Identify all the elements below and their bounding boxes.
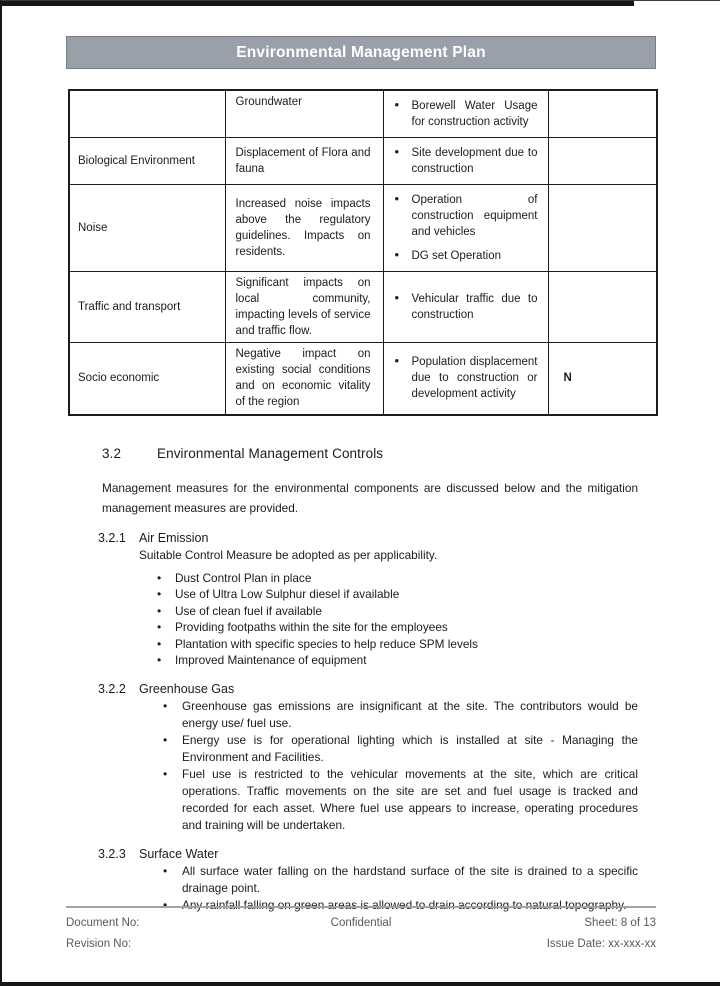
list-item: • Fuel use is restricted to the vehicular movements at the site, which are critical operations. Traffic movements on the site are set and fuel usage is tracked and recorded for each asset. Where fuel use appears to increase, operating procedures and training will be undertaken. — [160, 766, 638, 834]
list-item: • Improved Maintenance of equipment — [155, 652, 638, 669]
section-title: Environmental Management Controls — [157, 445, 384, 461]
footer-sheet-number: Sheet: 8 of 13 — [584, 917, 657, 929]
section-heading-3-2-3 — [98, 847, 638, 861]
footer-confidential: Confidential — [330, 917, 392, 929]
list-item: • Use of clean fuel if available — [155, 603, 638, 620]
cause-bullet: • Site development due to construction — [384, 145, 538, 177]
cause-bullet: • Vehicular traffic due to construction — [384, 291, 538, 323]
table-row-groundwater — [69, 90, 657, 138]
document-title: Environmental Management Plan — [236, 43, 486, 61]
note-cell — [548, 90, 657, 138]
cause-bullet: • Population displacement due to construction or development activity — [384, 354, 538, 402]
list-item: • Any rainfall falling on green areas is allowed to drain according to natural topography. — [160, 897, 638, 914]
impact-cell: Negative impact on existing social conditions and on economic vitality of the region — [225, 343, 383, 415]
cause-cell — [383, 90, 548, 138]
component-cell: Socio economic — [69, 343, 225, 415]
cause-bullet: • Borewell Water Usage for construction activity — [384, 98, 538, 130]
document-header-banner — [66, 36, 656, 69]
footer-issue-date: Issue Date: xx-xxx-xx — [546, 938, 657, 950]
cause-cell — [383, 272, 548, 343]
section-number: 3.2 — [102, 445, 122, 461]
cause-cell — [383, 185, 548, 272]
section-title: Air Emission — [139, 530, 209, 545]
page-footer — [66, 906, 656, 955]
environmental-impact-table — [68, 89, 658, 416]
note-cell — [548, 138, 657, 185]
note-cell — [548, 272, 657, 343]
list-item: • All surface water falling on the hardstand surface of the site is drained to a specific drainage point. — [160, 863, 638, 897]
section-number: 3.2.2 — [98, 681, 126, 696]
list-item: • Dust Control Plan in place — [155, 570, 638, 587]
section-heading-3-2 — [102, 446, 638, 461]
footer-revision-no: Revision No: — [66, 938, 132, 950]
footer-left — [66, 913, 263, 955]
impact-cell: Increased noise impacts above the regulatory guidelines. Impacts on residents. — [225, 185, 383, 272]
component-cell: Traffic and transport — [69, 272, 225, 343]
greenhouse-gas-bullet-list — [160, 698, 638, 834]
note-cell — [548, 185, 657, 272]
air-emission-note: Suitable Control Measure be adopted as per applicability. — [139, 547, 438, 562]
list-item: • Plantation with specific species to help reduce SPM levels — [155, 636, 638, 653]
cause-cell — [383, 343, 548, 415]
footer-right — [459, 913, 656, 955]
list-item: • Greenhouse gas emissions are insignificant at the site. The contributors would be energy use/ fuel use. — [160, 698, 638, 732]
list-item: • Providing footpaths within the site for the employees — [155, 619, 638, 636]
section-number: 3.2.3 — [98, 846, 126, 861]
air-emission-bullet-list — [155, 570, 638, 669]
cause-bullet: • DG set Operation — [384, 248, 538, 264]
cause-bullet: • Operation of construction equipment and vehicles — [384, 192, 538, 240]
list-item: • Energy use is for operational lighting which is installed at site - Managing the Environment and Facilities. — [160, 732, 638, 766]
table-row-noise — [69, 185, 657, 272]
section-title: Surface Water — [139, 846, 219, 861]
impact-cell: Displacement of Flora and fauna — [225, 138, 383, 185]
section-heading-3-2-2 — [98, 682, 638, 696]
page-frame-top — [2, 1, 634, 6]
impact-cell: Groundwater — [225, 90, 383, 138]
section-number: 3.2.1 — [98, 530, 126, 545]
component-cell: Noise — [69, 185, 225, 272]
component-cell — [69, 90, 225, 138]
table-row-socio-economic — [69, 343, 657, 415]
impact-cell: Significant impacts on local community, impacting levels of service and traffic flow. — [225, 272, 383, 343]
section-intro-paragraph: Management measures for the environmental components are discussed below and the mitigation management measures are provided. — [102, 480, 638, 515]
component-cell: Biological Environment — [69, 138, 225, 185]
note-cell: N — [548, 343, 657, 415]
footer-document-no: Document No: — [66, 917, 140, 929]
section-title: Greenhouse Gas — [139, 681, 235, 696]
table-row-biological — [69, 138, 657, 185]
list-item: • Use of Ultra Low Sulphur diesel if available — [155, 586, 638, 603]
section-heading-3-2-1 — [98, 531, 638, 545]
section-content — [98, 445, 638, 914]
cause-cell — [383, 138, 548, 185]
table-row-traffic — [69, 272, 657, 343]
